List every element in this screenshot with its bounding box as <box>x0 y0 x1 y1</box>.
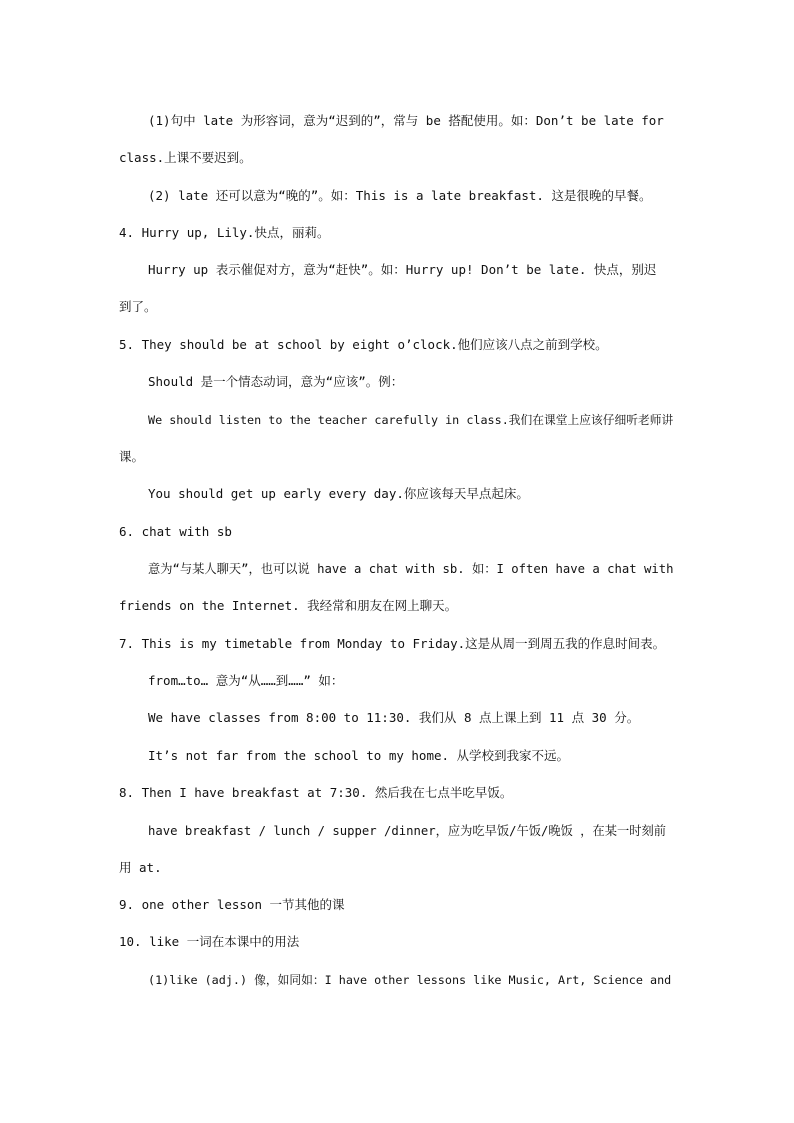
section-heading: 5. They should be at school by eight o’clock.他们应该八点之前到学校。 <box>119 337 608 352</box>
section-heading: 9. one other lesson 一节其他的课 <box>119 897 345 912</box>
paragraph-line: We have classes from 8:00 to 11:30. 我们从 8 点上课上到 11 点 30 分。 <box>148 710 640 725</box>
paragraph-line: You should get up early every day.你应该每天早点起床。 <box>148 486 529 501</box>
paragraph-line: Should 是一个情态动词，意为“应该”。例： <box>148 374 404 389</box>
paragraph-line: (1)句中 late 为形容词，意为“迟到的”，常与 be 搭配使用。如：Don’t be late for <box>148 113 664 128</box>
section-heading: 7. This is my timetable from Monday to Friday.这是从周一到周五我的作息时间表。 <box>119 636 666 651</box>
paragraph-line: have breakfast / lunch / supper /dinner，应为吃早饭/午饭/晚饭 ，在某一时刻前 <box>148 824 667 838</box>
paragraph-line: class.上课不要迟到。 <box>119 150 252 165</box>
section-heading: 8. Then I have breakfast at 7:30. 然后我在七点半吃早饭。 <box>119 785 513 800</box>
paragraph-line: 到了。 <box>119 299 157 314</box>
paragraph-line: 意为“与某人聊天”，也可以说 have a chat with sb. 如：I often have a chat with <box>148 562 674 576</box>
paragraph-line: friends on the Internet. 我经常和朋友在网上聊天。 <box>119 598 458 613</box>
paragraph-line: Hurry up 表示催促对方，意为“赶快”。如：Hurry up! Don’t be late. 快点，别迟 <box>148 262 657 277</box>
paragraph-line: (1)like (adj.) 像，如同如：I have other lessons like Music, Art, Science and <box>148 973 672 987</box>
paragraph-line: We should listen to the teacher carefully in class.我们在课堂上应该仔细听老师讲 <box>148 413 674 427</box>
section-heading: 6. chat with sb <box>119 524 232 539</box>
paragraph-line: (2) late 还可以意为“晚的”。如：This is a late breakfast. 这是很晚的早餐。 <box>148 188 652 203</box>
section-heading: 10. like 一词在本课中的用法 <box>119 934 300 949</box>
paragraph-line: It’s not far from the school to my home. 从学校到我家不远。 <box>148 748 570 763</box>
section-heading: 4. Hurry up, Lily.快点，丽莉。 <box>119 225 330 240</box>
paragraph-line: from…to… 意为“从……到……” 如： <box>148 673 344 688</box>
paragraph-line: 用 at. <box>119 860 162 875</box>
paragraph-line: 课。 <box>119 449 145 464</box>
